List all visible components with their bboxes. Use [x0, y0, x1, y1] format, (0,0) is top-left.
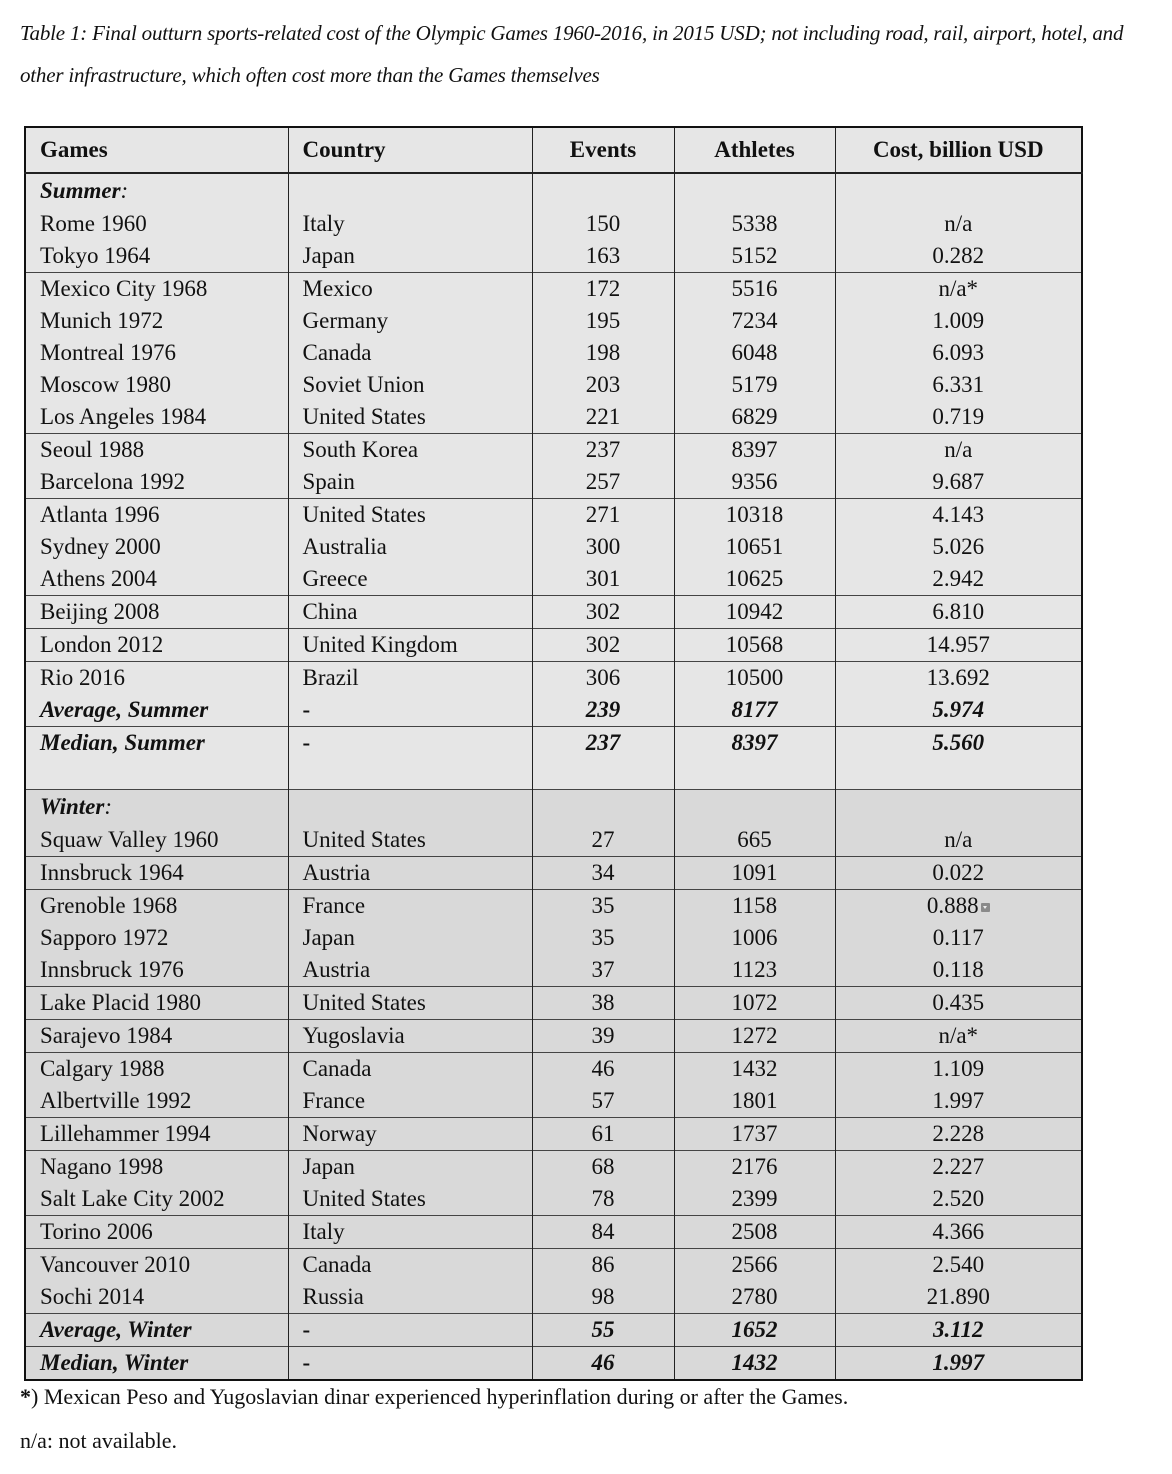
events-cell: 203 [532, 369, 674, 401]
cost-cell: n/a [835, 824, 1082, 857]
table-row [25, 1314, 1082, 1347]
athletes-cell: 2508 [674, 1216, 835, 1249]
country-cell: France [288, 1085, 532, 1118]
country-cell: United States [288, 499, 532, 532]
footnote-na: n/a: not available. [20, 1428, 177, 1453]
athletes-cell: 6829 [674, 401, 835, 434]
events-cell: 302 [532, 596, 674, 629]
athletes-cell: 10942 [674, 596, 835, 629]
country-cell: Germany [288, 305, 532, 337]
athletes-cell: 10625 [674, 563, 835, 596]
cost-cell: 9.687 [835, 466, 1082, 499]
country-cell: Canada [288, 337, 532, 369]
winter-heading: Winter: [25, 790, 288, 825]
athletes-cell: 10651 [674, 531, 835, 563]
table-row [25, 1053, 1082, 1086]
header-events: Events [532, 127, 674, 173]
events-cell: 221 [532, 401, 674, 434]
table-row [25, 694, 1082, 727]
country-cell: Mexico [288, 273, 532, 306]
athletes-cell: 1006 [674, 922, 835, 954]
cost-cell: 2.228 [835, 1118, 1082, 1151]
athletes-cell: 1072 [674, 987, 835, 1020]
table-row [25, 1151, 1082, 1184]
cost-cell: 5.026 [835, 531, 1082, 563]
olympic-cost-table [24, 126, 1083, 1381]
events-cell: 271 [532, 499, 674, 532]
cost-cell: 0.435 [835, 987, 1082, 1020]
games-cell: Athens 2004 [25, 563, 288, 596]
cost-cell: 0.282 [835, 240, 1082, 273]
cost-cell: 21.890 [835, 1281, 1082, 1314]
table-row [25, 1216, 1082, 1249]
events-cell: 98 [532, 1281, 674, 1314]
athletes-cell: 5152 [674, 240, 835, 273]
games-cell: Sydney 2000 [25, 531, 288, 563]
cost-cell: 5.974 [835, 694, 1082, 727]
athletes-cell: 8397 [674, 434, 835, 467]
games-cell: Sarajevo 1984 [25, 1020, 288, 1053]
athletes-cell: 1737 [674, 1118, 835, 1151]
athletes-cell: 1652 [674, 1314, 835, 1347]
table-row [25, 954, 1082, 987]
cost-cell: 1.109 [835, 1053, 1082, 1086]
cost-cell: 6.810 [835, 596, 1082, 629]
country-cell: - [288, 1347, 532, 1381]
athletes-cell: 5179 [674, 369, 835, 401]
athletes-cell: 665 [674, 824, 835, 857]
table-row [25, 1085, 1082, 1118]
cost-cell: 1.997 [835, 1085, 1082, 1118]
events-cell: 35 [532, 922, 674, 954]
events-cell: 68 [532, 1151, 674, 1184]
summer-heading: Summer: [25, 173, 288, 208]
events-cell: 37 [532, 954, 674, 987]
events-cell: 257 [532, 466, 674, 499]
games-cell: Median, Summer [25, 727, 288, 760]
events-cell: 39 [532, 1020, 674, 1053]
athletes-cell: 1091 [674, 857, 835, 890]
games-cell: Sapporo 1972 [25, 922, 288, 954]
table-row [25, 240, 1082, 273]
events-cell: 302 [532, 629, 674, 662]
cost-cell: 5.560 [835, 727, 1082, 760]
cost-cell: 6.093 [835, 337, 1082, 369]
athletes-cell: 1158 [674, 890, 835, 923]
athletes-cell: 2176 [674, 1151, 835, 1184]
athletes-cell: 10500 [674, 662, 835, 695]
cost-cell: 2.942 [835, 563, 1082, 596]
winter-heading-row [25, 790, 1082, 825]
table-row [25, 890, 1082, 923]
table-row [25, 1281, 1082, 1314]
table-row [25, 1183, 1082, 1216]
country-cell: Italy [288, 1216, 532, 1249]
events-cell: 27 [532, 824, 674, 857]
cost-cell: 0.022 [835, 857, 1082, 890]
games-cell: Barcelona 1992 [25, 466, 288, 499]
events-cell: 237 [532, 727, 674, 760]
games-cell: Vancouver 2010 [25, 1249, 288, 1282]
games-cell: Albertville 1992 [25, 1085, 288, 1118]
games-cell: Median, Winter [25, 1347, 288, 1381]
athletes-cell: 5338 [674, 208, 835, 240]
table-row [25, 987, 1082, 1020]
cost-cell: 0.117 [835, 922, 1082, 954]
cost-cell: 2.540 [835, 1249, 1082, 1282]
athletes-cell: 10568 [674, 629, 835, 662]
table-row [25, 466, 1082, 499]
cost-cell: n/a [835, 208, 1082, 240]
table-caption: Table 1: Final outturn sports-related cost of the Olympic Games 1960-2016, in 2015 USD; not including road, rail, airport, hotel, and other infrastructure, which often cost more than the Games themselves [20, 21, 1124, 87]
table-row [25, 922, 1082, 954]
table-row [25, 1347, 1082, 1381]
games-cell: Torino 2006 [25, 1216, 288, 1249]
athletes-cell: 9356 [674, 466, 835, 499]
games-cell: Average, Winter [25, 1314, 288, 1347]
events-cell: 78 [532, 1183, 674, 1216]
country-cell: Austria [288, 954, 532, 987]
table-row [25, 662, 1082, 695]
events-cell: 84 [532, 1216, 674, 1249]
country-cell: Canada [288, 1053, 532, 1086]
events-cell: 198 [532, 337, 674, 369]
games-cell: Atlanta 1996 [25, 499, 288, 532]
athletes-cell: 2780 [674, 1281, 835, 1314]
events-cell: 301 [532, 563, 674, 596]
games-cell: Average, Summer [25, 694, 288, 727]
table-row [25, 1118, 1082, 1151]
events-cell: 237 [532, 434, 674, 467]
table-row [25, 727, 1082, 760]
games-cell: Sochi 2014 [25, 1281, 288, 1314]
games-cell: Salt Lake City 2002 [25, 1183, 288, 1216]
games-cell: London 2012 [25, 629, 288, 662]
country-cell: South Korea [288, 434, 532, 467]
games-cell: Rio 2016 [25, 662, 288, 695]
events-cell: 46 [532, 1347, 674, 1381]
country-cell: Russia [288, 1281, 532, 1314]
table-row [25, 531, 1082, 563]
athletes-cell: 1123 [674, 954, 835, 987]
table-row [25, 824, 1082, 857]
table-row [25, 563, 1082, 596]
games-cell: Los Angeles 1984 [25, 401, 288, 434]
cost-cell: n/a* [835, 1020, 1082, 1053]
athletes-cell: 7234 [674, 305, 835, 337]
cost-cell: 0.888 [835, 890, 1082, 923]
events-cell: 61 [532, 1118, 674, 1151]
cost-cell: 0.719 [835, 401, 1082, 434]
table-row [25, 369, 1082, 401]
country-cell: Italy [288, 208, 532, 240]
games-cell: Calgary 1988 [25, 1053, 288, 1086]
athletes-cell: 6048 [674, 337, 835, 369]
events-cell: 195 [532, 305, 674, 337]
events-cell: 55 [532, 1314, 674, 1347]
table-row [25, 1249, 1082, 1282]
country-cell: Norway [288, 1118, 532, 1151]
table-row [25, 596, 1082, 629]
country-cell: Canada [288, 1249, 532, 1282]
header-cost: Cost, billion USD [835, 127, 1082, 173]
country-cell: Australia [288, 531, 532, 563]
comment-marker-icon[interactable] [981, 903, 990, 912]
events-cell: 38 [532, 987, 674, 1020]
cost-cell: 0.118 [835, 954, 1082, 987]
country-cell: Yugoslavia [288, 1020, 532, 1053]
country-cell: United States [288, 824, 532, 857]
table-row [25, 499, 1082, 532]
events-cell: 86 [532, 1249, 674, 1282]
header-country: Country [288, 127, 532, 173]
table-row [25, 857, 1082, 890]
cost-cell: 1.997 [835, 1347, 1082, 1381]
table-row [25, 305, 1082, 337]
events-cell: 300 [532, 531, 674, 563]
cost-cell: 14.957 [835, 629, 1082, 662]
games-cell: Munich 1972 [25, 305, 288, 337]
summer-section [25, 173, 1082, 790]
country-cell: - [288, 727, 532, 760]
athletes-cell: 2399 [674, 1183, 835, 1216]
games-cell: Mexico City 1968 [25, 273, 288, 306]
country-cell: United States [288, 401, 532, 434]
athletes-cell: 1801 [674, 1085, 835, 1118]
games-cell: Montreal 1976 [25, 337, 288, 369]
country-cell: France [288, 890, 532, 923]
events-cell: 306 [532, 662, 674, 695]
events-cell: 239 [532, 694, 674, 727]
cost-cell: 2.227 [835, 1151, 1082, 1184]
cost-cell: 2.520 [835, 1183, 1082, 1216]
country-cell: Soviet Union [288, 369, 532, 401]
country-cell: United States [288, 1183, 532, 1216]
country-cell: Brazil [288, 662, 532, 695]
table-row [25, 434, 1082, 467]
footnote-hyperinflation: *) Mexican Peso and Yugoslavian dinar experienced hyperinflation during or after the Games. [20, 1384, 849, 1409]
table-row [25, 273, 1082, 306]
games-cell: Innsbruck 1964 [25, 857, 288, 890]
athletes-cell: 10318 [674, 499, 835, 532]
games-cell: Grenoble 1968 [25, 890, 288, 923]
country-cell: Japan [288, 240, 532, 273]
summer-heading-row [25, 173, 1082, 208]
cost-cell: n/a [835, 434, 1082, 467]
events-cell: 34 [532, 857, 674, 890]
games-cell: Moscow 1980 [25, 369, 288, 401]
games-cell: Innsbruck 1976 [25, 954, 288, 987]
cost-cell: 3.112 [835, 1314, 1082, 1347]
games-cell: Lake Placid 1980 [25, 987, 288, 1020]
header-row [25, 127, 1082, 173]
games-cell: Tokyo 1964 [25, 240, 288, 273]
country-cell: Japan [288, 922, 532, 954]
country-cell: - [288, 1314, 532, 1347]
events-cell: 150 [532, 208, 674, 240]
games-cell: Nagano 1998 [25, 1151, 288, 1184]
country-cell: - [288, 694, 532, 727]
country-cell: Austria [288, 857, 532, 890]
games-cell: Lillehammer 1994 [25, 1118, 288, 1151]
table-row [25, 1020, 1082, 1053]
cost-cell: 1.009 [835, 305, 1082, 337]
country-cell: Greece [288, 563, 532, 596]
games-cell: Seoul 1988 [25, 434, 288, 467]
athletes-cell: 8177 [674, 694, 835, 727]
events-cell: 163 [532, 240, 674, 273]
athletes-cell: 1432 [674, 1053, 835, 1086]
events-cell: 172 [532, 273, 674, 306]
cost-cell: 4.366 [835, 1216, 1082, 1249]
table-row [25, 401, 1082, 434]
country-cell: China [288, 596, 532, 629]
spacer-row [25, 759, 1082, 790]
events-cell: 35 [532, 890, 674, 923]
athletes-cell: 2566 [674, 1249, 835, 1282]
country-cell: Spain [288, 466, 532, 499]
games-cell: Beijing 2008 [25, 596, 288, 629]
athletes-cell: 1272 [674, 1020, 835, 1053]
athletes-cell: 8397 [674, 727, 835, 760]
country-cell: United States [288, 987, 532, 1020]
header-athletes: Athletes [674, 127, 835, 173]
games-cell: Rome 1960 [25, 208, 288, 240]
cost-cell: 6.331 [835, 369, 1082, 401]
header-games: Games [25, 127, 288, 173]
table-row [25, 629, 1082, 662]
cost-cell: n/a* [835, 273, 1082, 306]
table-row [25, 208, 1082, 240]
cost-cell: 13.692 [835, 662, 1082, 695]
table-row [25, 337, 1082, 369]
country-cell: Japan [288, 1151, 532, 1184]
athletes-cell: 5516 [674, 273, 835, 306]
country-cell: United Kingdom [288, 629, 532, 662]
events-cell: 57 [532, 1085, 674, 1118]
athletes-cell: 1432 [674, 1347, 835, 1381]
games-cell: Squaw Valley 1960 [25, 824, 288, 857]
events-cell: 46 [532, 1053, 674, 1086]
winter-section [25, 790, 1082, 1381]
cost-cell: 4.143 [835, 499, 1082, 532]
